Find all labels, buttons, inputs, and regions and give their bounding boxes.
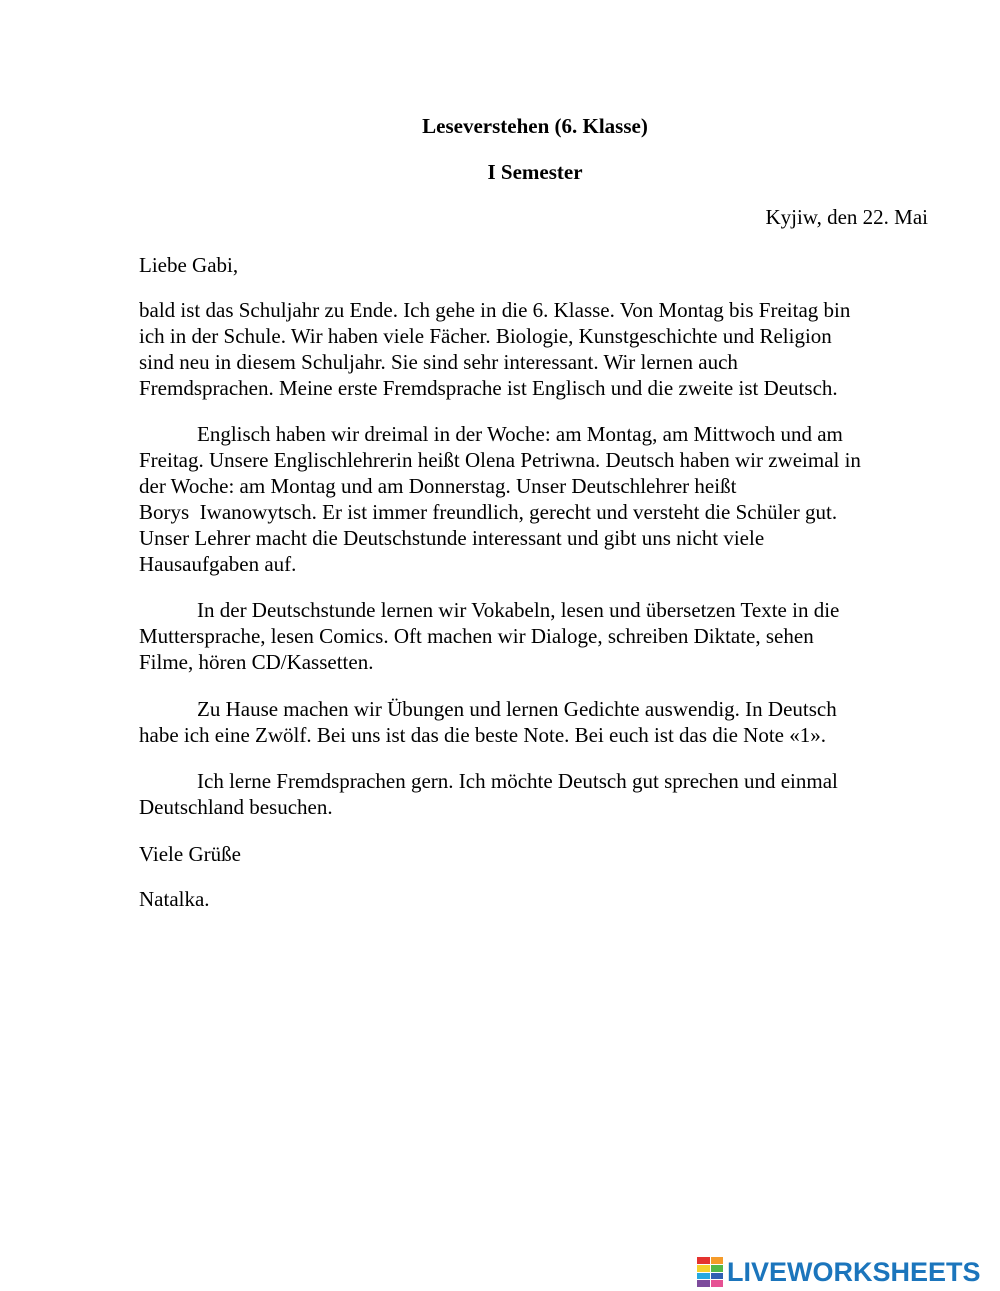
- text-line: In der Deutschstunde lernen wir Vokabeln, lesen und übersetzen Texte in die: [197, 598, 840, 622]
- letter-paragraph-1: [139, 297, 939, 401]
- text-line: Englisch haben wir dreimal in der Woche: am Montag, am Mittwoch und am: [197, 422, 843, 446]
- letter-closing: Viele Grüße: [139, 842, 241, 866]
- text-line: ich in der Schule. Wir haben viele Fächer. Biologie, Kunstgeschichte und Religion: [139, 324, 832, 348]
- text-line: Muttersprache, lesen Comics. Oft machen wir Dialoge, schreiben Diktate, sehen: [139, 624, 814, 648]
- text-line: Unser Lehrer macht die Deutschstunde interessant und gibt uns nicht viele: [139, 526, 765, 550]
- text-line: Borys Iwanowytsch. Er ist immer freundlich, gerecht und versteht die Schüler gut.: [139, 500, 838, 524]
- text-line: Fremdsprachen. Meine erste Fremdsprache ist Englisch und die zweite ist Deutsch.: [139, 376, 838, 400]
- page-title: Leseverstehen (6. Klasse): [422, 114, 648, 138]
- brand-text: LIVEWORKSHEETS: [727, 1256, 981, 1287]
- letter-paragraph-5: [139, 768, 939, 820]
- text-line: sind neu in diesem Schuljahr. Sie sind sehr interessant. Wir lernen auch: [139, 350, 738, 374]
- text-line: Freitag. Unsere Englischlehrerin heißt Olena Petriwna. Deutsch haben wir zweimal in: [139, 448, 861, 472]
- letter-paragraph-3: [139, 597, 939, 675]
- liveworksheets-logo-icon: [697, 1257, 723, 1287]
- text-line: habe ich eine Zwölf. Bei uns ist das die beste Note. Bei euch ist das die Note «1».: [139, 723, 827, 747]
- text-line: bald ist das Schuljahr zu Ende. Ich gehe in die 6. Klasse. Von Montag bis Freitag bin: [139, 298, 851, 322]
- place-date: Kyjiw, den 22. Mai: [765, 205, 928, 229]
- text-line: Deutschland besuchen.: [139, 795, 333, 819]
- letter-paragraph-2: [139, 421, 939, 577]
- letter-signature: Natalka.: [139, 887, 210, 911]
- text-line: Filme, hören CD/Kassetten.: [139, 650, 374, 674]
- text-line: Hausaufgaben auf.: [139, 552, 297, 576]
- liveworksheets-brand: [697, 1255, 981, 1289]
- text-line: Zu Hause machen wir Übungen und lernen Gedichte auswendig. In Deutsch: [197, 697, 837, 721]
- text-line: der Woche: am Montag und am Donnerstag. Unser Deutschlehrer heißt: [139, 474, 737, 498]
- page-subtitle: I Semester: [487, 160, 583, 184]
- letter-greeting: Liebe Gabi,: [139, 253, 239, 277]
- text-line: Ich lerne Fremdsprachen gern. Ich möchte Deutsch gut sprechen und einmal: [197, 769, 838, 793]
- letter-paragraph-4: [139, 696, 939, 748]
